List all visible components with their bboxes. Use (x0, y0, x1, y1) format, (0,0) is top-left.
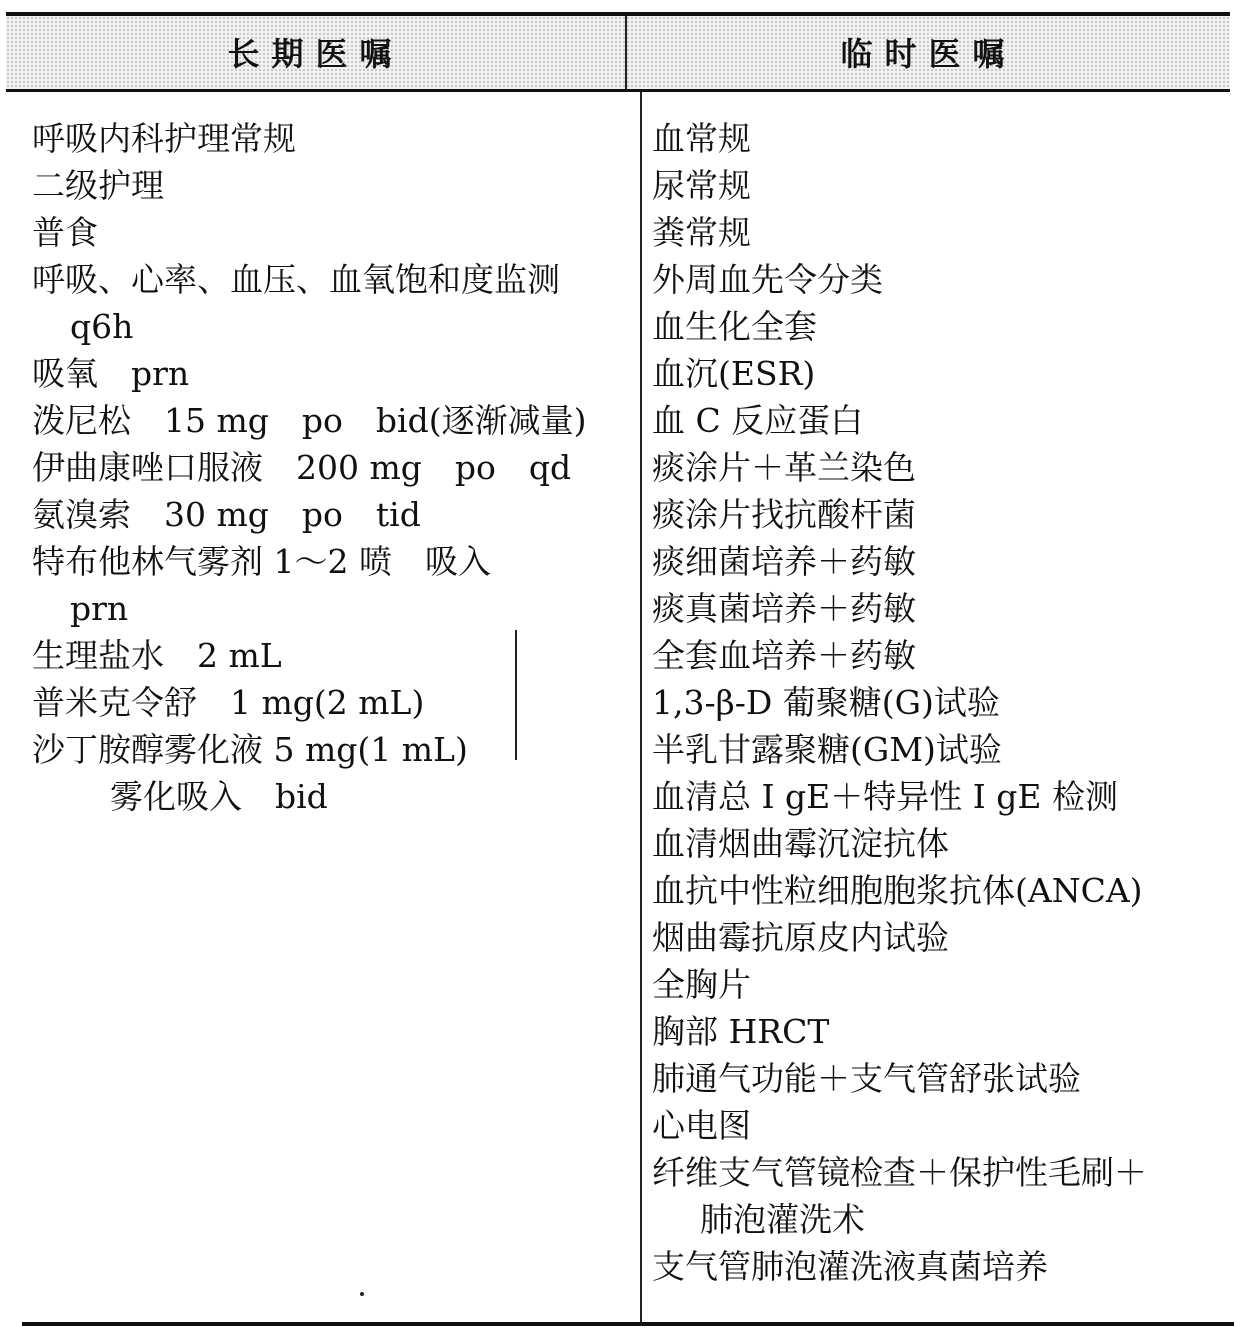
long-term-order: 生理盐水 2 mL (32, 636, 282, 675)
temporary-order: 半乳甘露聚糖(GM)试验 (652, 730, 1002, 769)
temporary-order: 血抗中性粒细胞胞浆抗体(ANCA) (652, 871, 1143, 910)
temporary-order: 血 C 反应蛋白 (652, 401, 864, 440)
temporary-order: 肺通气功能＋支气管舒张试验 (652, 1059, 1081, 1098)
header-bottom-rule (6, 89, 1230, 92)
temporary-order: 胸部 HRCT (652, 1012, 830, 1051)
long-term-order: 普米克令舒 1 mg(2 mL) (32, 683, 425, 722)
temporary-order: 痰细菌培养＋药敏 (652, 542, 916, 581)
long-term-order: 普食 (32, 213, 98, 252)
temporary-order: 烟曲霉抗原皮内试验 (652, 918, 949, 957)
long-term-order: 泼尼松 15 mg po bid(逐渐减量) (32, 401, 587, 440)
temporary-order: 血清烟曲霉沉淀抗体 (652, 824, 949, 863)
long-term-order: 沙丁胺醇雾化液 5 mg(1 mL) (32, 730, 468, 769)
temporary-order: 痰涂片找抗酸杆菌 (652, 495, 916, 534)
temporary-order: 血常规 (652, 119, 751, 158)
temporary-order: 1,3-β-D 葡聚糖(G)试验 (652, 683, 1000, 722)
temporary-order: 痰涂片＋革兰染色 (652, 448, 916, 487)
temporary-order: 纤维支气管镜检查＋保护性毛刷＋ (652, 1153, 1147, 1192)
long-term-order: 特布他林气雾剂 1～2 喷 吸入 (32, 542, 491, 581)
temporary-order: 血生化全套 (652, 307, 817, 346)
temporary-order-continuation: 肺泡灌洗术 (700, 1200, 865, 1239)
temporary-order: 血清总 I gE＋特异性 I gE 检测 (652, 777, 1118, 816)
temporary-order: 血沉(ESR) (652, 354, 816, 393)
temporary-order: 心电图 (652, 1106, 751, 1145)
long-term-order: 伊曲康唑口服液 200 mg po qd (32, 448, 572, 487)
long-term-order: 氨溴索 30 mg po tid (32, 495, 421, 534)
temporary-order: 外周血先令分类 (652, 260, 883, 299)
body-column-divider (640, 92, 642, 1322)
temporary-order: 支气管肺泡灌洗液真菌培养 (652, 1247, 1048, 1286)
long-term-order: 二级护理 (32, 166, 164, 205)
print-speck (360, 1292, 364, 1296)
temporary-order: 全胸片 (652, 965, 751, 1004)
long-term-order-continuation: 雾化吸入 bid (110, 777, 328, 816)
temporary-orders-header: 临时医嘱 (840, 35, 1017, 73)
long-term-order-continuation: prn (70, 589, 129, 628)
grouping-bracket (515, 630, 517, 760)
temporary-order: 痰真菌培养＋药敏 (652, 589, 916, 628)
temporary-order: 粪常规 (652, 213, 751, 252)
long-term-order-continuation: q6h (70, 307, 134, 346)
long-term-order: 呼吸、心率、血压、血氧饱和度监测 (32, 260, 560, 299)
long-term-order: 呼吸内科护理常规 (32, 119, 296, 158)
long-term-orders-header: 长期医嘱 (227, 35, 404, 73)
table-bottom-rule (22, 1322, 1234, 1326)
temporary-order: 尿常规 (652, 166, 751, 205)
long-term-order: 吸氧 prn (32, 354, 190, 393)
temporary-order: 全套血培养＋药敏 (652, 636, 916, 675)
